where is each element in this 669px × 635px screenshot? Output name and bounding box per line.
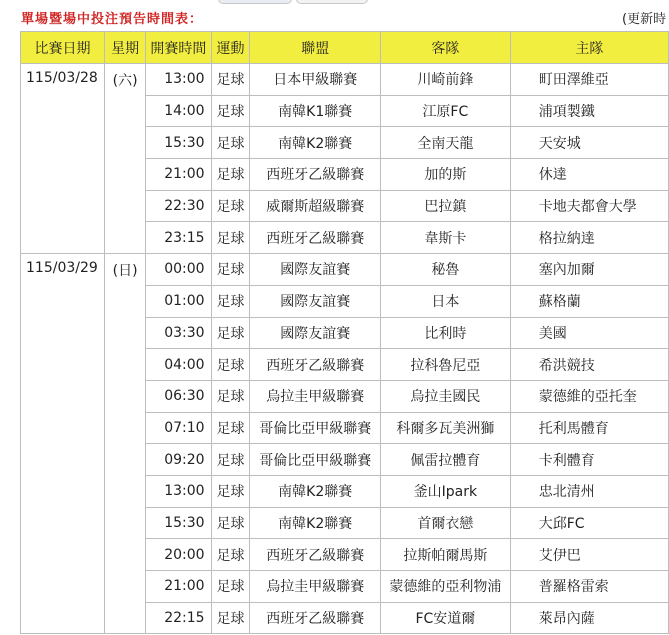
start-time: 14:00	[146, 95, 211, 127]
sport: 足球	[211, 127, 250, 159]
match-date: 115/03/29	[21, 254, 105, 634]
home-team: 天安城	[510, 127, 668, 159]
sport: 足球	[211, 444, 250, 476]
sport: 足球	[211, 602, 250, 634]
away-team: 釜山Ipark	[380, 475, 510, 507]
away-team: 佩雷拉體育	[380, 444, 510, 476]
sport: 足球	[211, 571, 250, 603]
away-team: 秘魯	[380, 254, 510, 286]
table-header-row	[21, 32, 669, 64]
column-header-away-team[interactable]: 客隊	[380, 32, 510, 64]
sport: 足球	[211, 317, 250, 349]
start-time: 21:00	[146, 571, 211, 603]
column-header-weekday[interactable]: 星期	[105, 32, 146, 64]
league: 南韓K2聯賽	[250, 127, 381, 159]
start-time: 06:30	[146, 380, 211, 412]
table-row	[21, 254, 669, 286]
home-team: 塞內加爾	[510, 254, 668, 286]
start-time: 20:00	[146, 539, 211, 571]
sport: 足球	[211, 64, 250, 96]
page-title: 單場暨場中投注預告時間表：	[21, 12, 204, 27]
home-team: 卡地夫都會大學	[510, 190, 668, 222]
start-time: 15:30	[146, 127, 211, 159]
home-team: 蘇格蘭	[510, 285, 668, 317]
league: 烏拉圭甲級聯賽	[250, 571, 381, 603]
start-time: 01:00	[146, 285, 211, 317]
home-team: 格拉納達	[510, 222, 668, 254]
home-team: 美國	[510, 317, 668, 349]
away-team: 拉科魯尼亞	[380, 349, 510, 381]
away-team: FC安道爾	[380, 602, 510, 634]
start-time: 22:15	[146, 602, 211, 634]
league: 烏拉圭甲級聯賽	[250, 380, 381, 412]
sport: 足球	[211, 190, 250, 222]
away-team: 日本	[380, 285, 510, 317]
column-header-home-team[interactable]: 主隊	[510, 32, 668, 64]
sport: 足球	[211, 380, 250, 412]
league: 西班牙乙級聯賽	[250, 222, 381, 254]
league: 南韓K2聯賽	[250, 475, 381, 507]
league: 哥倫比亞甲級聯賽	[250, 412, 381, 444]
sport: 足球	[211, 507, 250, 539]
start-time: 13:00	[146, 475, 211, 507]
sport: 足球	[211, 222, 250, 254]
league: 南韓K1聯賽	[250, 95, 381, 127]
away-team: 全南天龍	[380, 127, 510, 159]
home-team: 忠北清州	[510, 475, 668, 507]
start-time: 22:30	[146, 190, 211, 222]
sport: 足球	[211, 95, 250, 127]
start-time: 21:00	[146, 159, 211, 191]
away-team: 拉斯帕爾馬斯	[380, 539, 510, 571]
match-weekday: (六)	[105, 64, 146, 254]
start-time: 04:00	[146, 349, 211, 381]
home-team: 艾伊巴	[510, 539, 668, 571]
away-team: 比利時	[380, 317, 510, 349]
start-time: 15:30	[146, 507, 211, 539]
away-team: 韋斯卡	[380, 222, 510, 254]
away-team: 川崎前鋒	[380, 64, 510, 96]
start-time: 13:00	[146, 64, 211, 96]
home-team: 蒙德維的亞托奎	[510, 380, 668, 412]
league: 西班牙乙級聯賽	[250, 349, 381, 381]
away-team: 蒙德維的亞利物浦	[380, 571, 510, 603]
league: 威爾斯超級聯賽	[250, 190, 381, 222]
update-time-label: (更新時	[622, 12, 667, 27]
league: 國際友誼賽	[250, 254, 381, 286]
league: 西班牙乙級聯賽	[250, 159, 381, 191]
sport: 足球	[211, 159, 250, 191]
away-team: 江原FC	[380, 95, 510, 127]
top-bar	[0, 0, 669, 30]
away-team: 巴拉鎮	[380, 190, 510, 222]
sport: 足球	[211, 349, 250, 381]
home-team: 托利馬體育	[510, 412, 668, 444]
column-header-date[interactable]: 比賽日期	[21, 32, 105, 64]
league: 國際友誼賽	[250, 285, 381, 317]
sport: 足球	[211, 254, 250, 286]
column-header-sport[interactable]: 運動	[211, 32, 250, 64]
column-header-league[interactable]: 聯盟	[250, 32, 381, 64]
sport: 足球	[211, 412, 250, 444]
league: 日本甲級聯賽	[250, 64, 381, 96]
sport: 足球	[211, 285, 250, 317]
match-date: 115/03/28	[21, 64, 105, 254]
column-header-start-time[interactable]: 開賽時間	[146, 32, 211, 64]
away-team: 烏拉圭國民	[380, 380, 510, 412]
sport: 足球	[211, 475, 250, 507]
start-time: 03:30	[146, 317, 211, 349]
league: 南韓K2聯賽	[250, 507, 381, 539]
table-row	[21, 64, 669, 96]
sport: 足球	[211, 539, 250, 571]
start-time: 09:20	[146, 444, 211, 476]
schedule-table	[20, 31, 669, 634]
away-team: 加的斯	[380, 159, 510, 191]
start-time: 23:15	[146, 222, 211, 254]
start-time: 00:00	[146, 254, 211, 286]
home-team: 普羅格雷索	[510, 571, 668, 603]
start-time: 07:10	[146, 412, 211, 444]
away-team: 科爾多瓦美洲獅	[380, 412, 510, 444]
league: 西班牙乙級聯賽	[250, 539, 381, 571]
match-weekday: (日)	[105, 254, 146, 634]
tab-edge-2[interactable]	[296, 0, 368, 4]
home-team: 卡利體育	[510, 444, 668, 476]
home-team: 休達	[510, 159, 668, 191]
home-team: 萊昂內薩	[510, 602, 668, 634]
schedule-body	[21, 64, 669, 634]
home-team: 希洪競技	[510, 349, 668, 381]
league: 哥倫比亞甲級聯賽	[250, 444, 381, 476]
league: 國際友誼賽	[250, 317, 381, 349]
home-team: 浦項製鐵	[510, 95, 668, 127]
home-team: 町田澤維亞	[510, 64, 668, 96]
home-team: 大邱FC	[510, 507, 668, 539]
tab-edge-1[interactable]	[218, 0, 292, 4]
away-team: 首爾衣戀	[380, 507, 510, 539]
league: 西班牙乙級聯賽	[250, 602, 381, 634]
